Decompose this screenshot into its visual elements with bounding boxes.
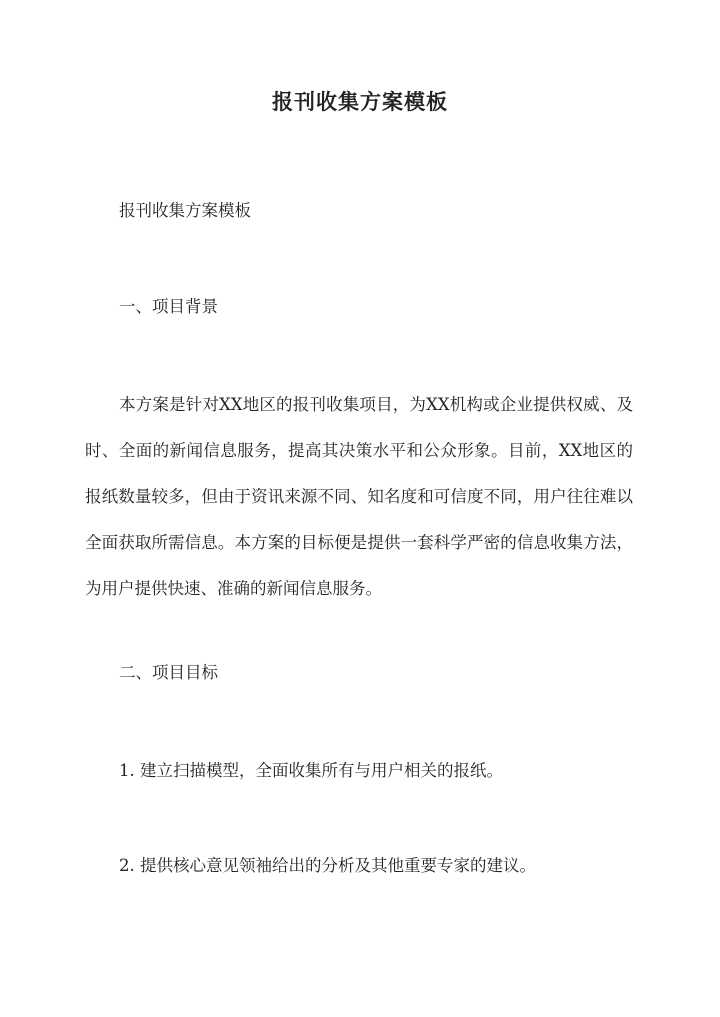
document-subtitle: 报刊收集方案模板	[119, 201, 251, 220]
goal-item-2: 2. 提供核心意见领袖给出的分析及其他重要专家的建议。	[119, 856, 536, 875]
section-heading-goals: 二、项目目标	[119, 663, 218, 682]
goal-item-1: 1. 建立扫描模型，全面收集所有与用户相关的报纸。	[119, 761, 503, 780]
section-heading-background: 一、项目背景	[119, 297, 218, 316]
section-body-background: 本方案是针对XX地区的报刊收集项目，为XX机构或企业提供权威、及时、全面的新闻信息服务，提高其决策水平和公众形象。目前，XX地区的报纸数量较多，但由于资讯来源不同、知名度和可信度不同，用户往往难以全面获取所需信息。本方案的目标便是提供一套科学严密的信息收集方法，为用户提供快速、准确的新闻信息服务。	[85, 395, 633, 598]
document-title: 报刊收集方案模板	[272, 89, 448, 114]
